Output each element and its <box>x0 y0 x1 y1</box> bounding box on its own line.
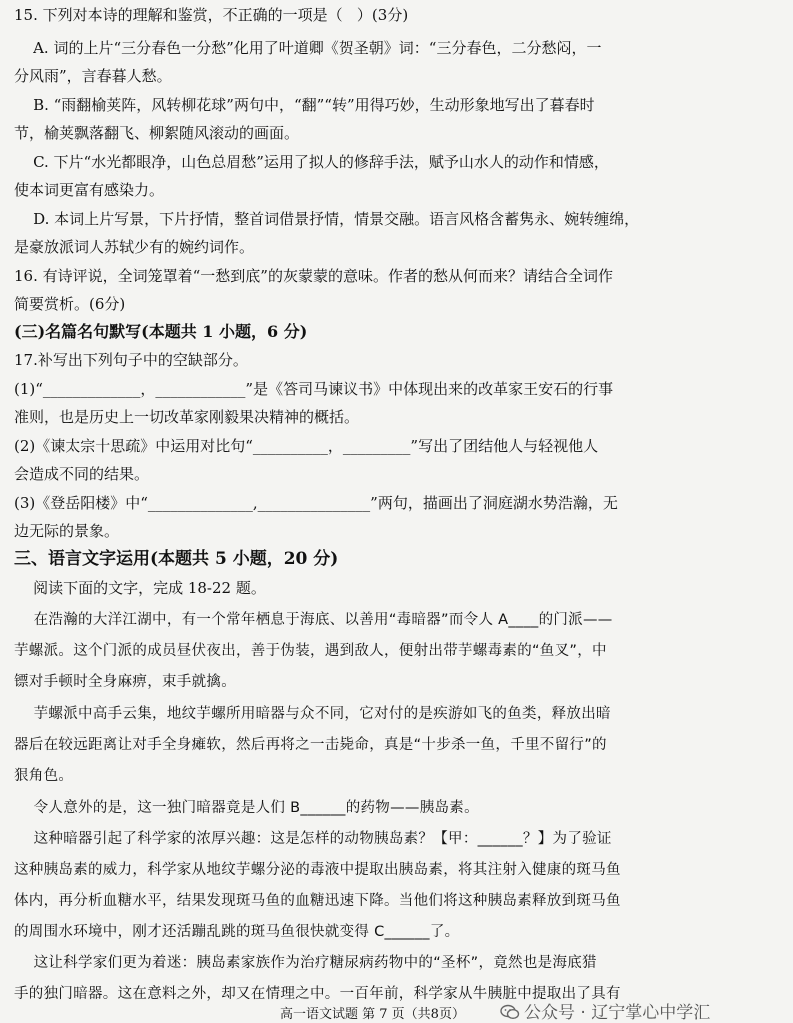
section-3-heading: (三)名篇名句默写(本题共 1 小题，6 分) <box>14 322 308 341</box>
passage-p2-line3: 狠角色。 <box>14 768 74 784</box>
passage-p4-line1: 这种暗器引起了科学家的浓厚兴趣：这是怎样的动物胰岛素？【甲：______？】为了验证 <box>14 831 612 847</box>
passage-p5-line2: 手的独门暗器。这在意料之外，却又在情理之中。一百年前，科学家从牛胰脏中提取出了具有 <box>14 986 621 1002</box>
wechat-icon <box>500 1004 520 1020</box>
watermark <box>500 998 710 1023</box>
q15-option-b-line1: B. “雨翻榆荚阵，风转柳花球”两句中，“翻”“转”用得巧妙，生动形象地写出了暮春时 <box>14 96 595 114</box>
passage-p4-line2: 这种胰岛素的威力，科学家从地纹芋螺分泌的毒液中提取出胰岛素，将其注射入健康的斑马鱼 <box>14 862 621 878</box>
passage-intro: 阅读下面的文字，完成 18-22 题。 <box>14 579 266 597</box>
q15-option-a-line1: A. 词的上片“三分春色一分愁”化用了叶道卿《贺圣朝》词：“三分春色，二分愁闷，一 <box>14 39 602 57</box>
q17-item2-line1: (2)《谏太宗十思疏》中运用对比句“__________，_________”写出了团结他人与轻视他人 <box>14 437 599 455</box>
q15-option-c-line1: C. 下片“水光都眼净，山色总眉愁”运用了拟人的修辞手法，赋予山水人的动作和情感， <box>14 153 609 171</box>
question-16-line1: 16. 有诗评说，全词笼罩着“一愁到底”的灰蒙蒙的意味。作者的愁从何而来？请结合全词作 <box>14 267 613 285</box>
q17-item1-line1: (1)“_____________，____________”是《答司马谏议书》中体现出来的改革家王安石的行事 <box>14 380 614 398</box>
q17-item3-line2: 边无际的景象。 <box>14 522 120 540</box>
q17-item3-line1: (3)《登岳阳楼》中“______________,_______________”两句，描画出了洞庭湖水势浩瀚，无 <box>14 494 618 512</box>
passage-p2-line1: 芋螺派中高手云集，地纹芋螺所用暗器与众不同，它对付的是疾游如飞的鱼类，释放出暗 <box>14 706 611 722</box>
q17-item2-line2: 会造成不同的结果。 <box>14 465 150 483</box>
passage-p5-line1: 这让科学家们更为着迷：胰岛素家族作为治疗糖尿病药物中的“圣杯”，竟然也是海底猎 <box>14 955 597 971</box>
q15-option-d-line1: D. 本词上片写景，下片抒情，整首词借景抒情，情景交融。语言风格含蓄隽永、婉转缠绵， <box>14 210 640 228</box>
q15-option-c-line2: 使本词更富有感染力。 <box>14 181 165 199</box>
page-footer: 高一语文试题 第 7 页（共8页） <box>280 1007 465 1022</box>
passage-p4-line4: 的周围水环境中，刚才还活蹦乱跳的斑马鱼很快就变得 C______了。 <box>14 924 460 940</box>
q15-option-a-line2: 分风雨”，言春暮人愁。 <box>14 67 172 85</box>
q17-item1-line2: 准则，也是历史上一切改革家刚毅果决精神的概括。 <box>14 408 360 426</box>
passage-p2-line2: 器后在较远距离让对手全身瘫软，然后再将之一击毙命，真是“十步杀一鱼，千里不留行”的 <box>14 737 607 753</box>
passage-p1-line2: 芋螺派。这个门派的成员昼伏夜出，善于伪装，遇到敌人，便射出带芋螺毒素的“鱼叉”，中 <box>14 643 607 659</box>
watermark-text: 公众号 · 辽宁掌心中学汇 <box>524 1003 711 1023</box>
question-17: 17.补写出下列句子中的空缺部分。 <box>14 351 248 369</box>
passage-p4-line3: 体内，再分析血糖水平，结果发现斑马鱼的血糖迅速下降。当他们将这种胰岛素释放到斑马鱼 <box>14 893 621 909</box>
part-3-heading: 三、语言文字运用(本题共 5 小题，20 分) <box>14 549 339 569</box>
question-16-line2: 简要赏析。(6分) <box>14 295 126 313</box>
passage-p1-line1: 在浩瀚的大洋江湖中，有一个常年栖息于海底、以善用“毒暗器”而令人 A____的门派—— <box>14 612 613 628</box>
question-15: 15. 下列对本诗的理解和鉴赏，不正确的一项是（ ）(3分) <box>14 6 409 24</box>
passage-p3-line1: 令人意外的是，这一独门暗器竟是人们 B______的药物——胰岛素。 <box>14 800 479 816</box>
q15-option-b-line2: 节，榆荚飘落翻飞、柳絮随风滚动的画面。 <box>14 124 300 142</box>
q15-option-d-line2: 是豪放派词人苏轼少有的婉约词作。 <box>14 238 255 256</box>
passage-p1-line3: 镖对手顿时全身麻痹，束手就擒。 <box>14 674 236 690</box>
